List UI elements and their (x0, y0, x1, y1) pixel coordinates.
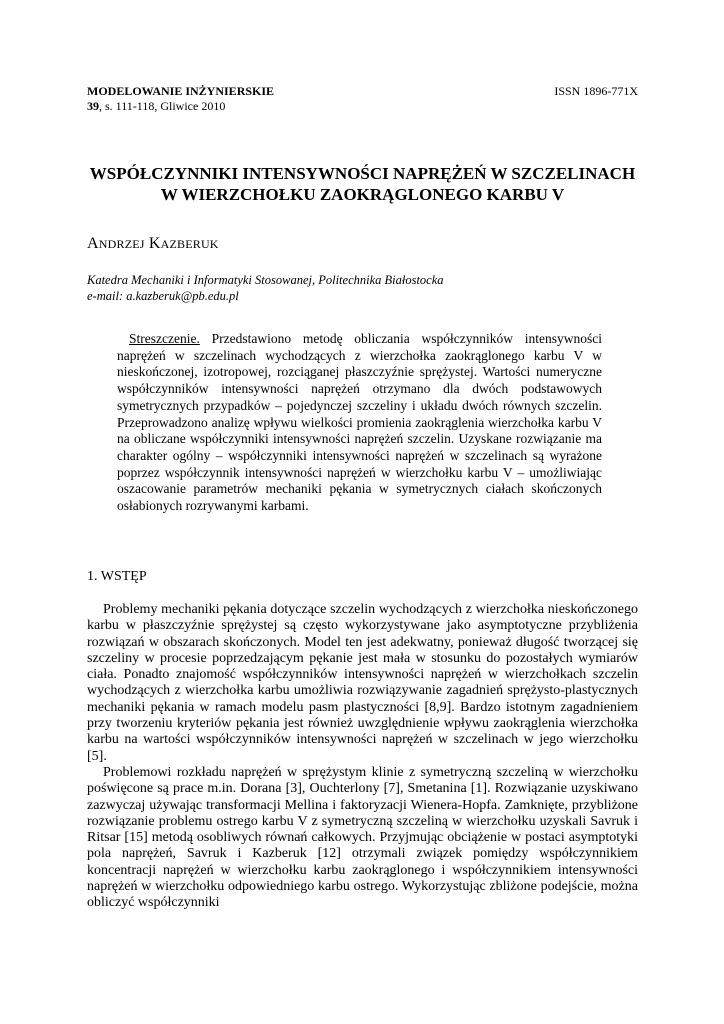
paper-title (87, 163, 638, 205)
issue-info: , s. 111-118, Gliwice 2010 (99, 99, 226, 113)
abstract-text: Przedstawiono metodę obliczania współczynników intensywności naprężeń w szczelinach wychodzących z wierzchołka zaokrąglonego karbu V w nieskończonej, izotropowej, rozciąganej płaszczyźnie sprężystej. Wartości numeryczne współczynników intensywności naprężeń otrzymano dla dwóch podstawowych symetrycznych przypadków – pojedynczej szczeliny i układu dwóch równych szczelin. Przeprowadzono analizę wpływu wielkości promienia zaokrąglenia wierzchołka karbu V na obliczane współczynniki intensywności naprężeń szczelin. Uzyskane rozwiązanie ma charakter ogólny – współczynniki intensywności naprężeń w szczelinach są wyrażone poprzez współczynnik intensywności naprężeń w wierzchołku karbu V – umożliwiając oszacowanie parametrów mechaniki pękania w symetrycznych ciałach skończonych osłabionych rozrywanymi karbami. (117, 331, 602, 514)
affiliation (87, 272, 444, 304)
author-email: e-mail: a.kazberuk@pb.edu.pl (87, 289, 239, 303)
journal-name: MODELOWANIE INŻYNIERSKIE (87, 84, 275, 98)
abstract (117, 331, 602, 515)
author-name: ANDRZEJ KAZBERUK (87, 235, 219, 252)
paragraph: Problemowi rozkładu naprężeń w sprężystym klinie z symetryczną szczeliną w wierzchołku poświęcone są prace m.in. Dorana [3], Ouchterlony [7], Smetanina [1]. Rozwiązanie uzyskiwano zazwyczaj używając transformacji Mellina i faktoryzacji Wienera-Hopfa. Zamknięte, przybliżone rozwiązanie problemu ostrego karbu V z symetryczną szczeliną w wierzchołku uzyskali Savruk i Ritsar [15] metodą osobliwych równań całkowych. Przyjmując obciążenie w postaci asymptotyki pola naprężeń, Savruk i Kazberuk [12] otrzymali związek pomiędzy współczynnikiem koncentracji naprężeń w wierzchołku karbu zaokrąglonego i współczynnikiem intensywności naprężeń w wierzchołku odpowiedniego karbu ostrego. Wykorzystując zbliżone podejście, można obliczyć współczynniki (87, 764, 638, 911)
running-header (87, 84, 638, 114)
title-line-1: WSPÓŁCZYNNIKI INTENSYWNOŚCI NAPRĘŻEŃ W SZCZELINACH (89, 164, 636, 183)
affiliation-dept: Katedra Mechaniki i Informatyki Stosowanej, Politechnika Białostocka (87, 273, 444, 287)
body-text (87, 602, 638, 912)
section-heading: 1. WSTĘP (87, 569, 147, 584)
abstract-label: Streszczenie. (129, 331, 200, 346)
paragraph: Problemy mechaniki pękania dotyczące szczelin wychodzących z wierzchołka nieskończonego karbu w płaszczyźnie sprężystej są często wykorzystywane jako asymptotyczne przybliżenia rozwiązań w obszarach skończonych. Model ten jest adekwatny, ponieważ długość tworzącej się szczeliny w procesie poprzedzającym pękanie jest mała w stosunku do pozostałych wymiarów ciała. Ponadto znajomość współczynników intensywności naprężeń w wierzchołkach szczelin wychodzących z wierzchołka karbu umożliwia rozwiązywanie zagadnień sprężysto-plastycznych mechaniki pękania w ramach modelu pasm plastyczności [8,9]. Bardzo istotnym zagadnieniem przy tworzeniu kryteriów pękania jest również uwzględnienie wpływu zaokrąglenia wierzchołka karbu na wartości współczynników intensywności naprężeń w szczelinach w jego wierzchołku [5]. (87, 602, 638, 764)
volume-number: 39 (87, 99, 99, 113)
issn: ISSN 1896-771X (554, 84, 638, 98)
title-line-2: W WIERZCHOŁKU ZAOKRĄGLONEGO KARBU V (160, 185, 565, 204)
